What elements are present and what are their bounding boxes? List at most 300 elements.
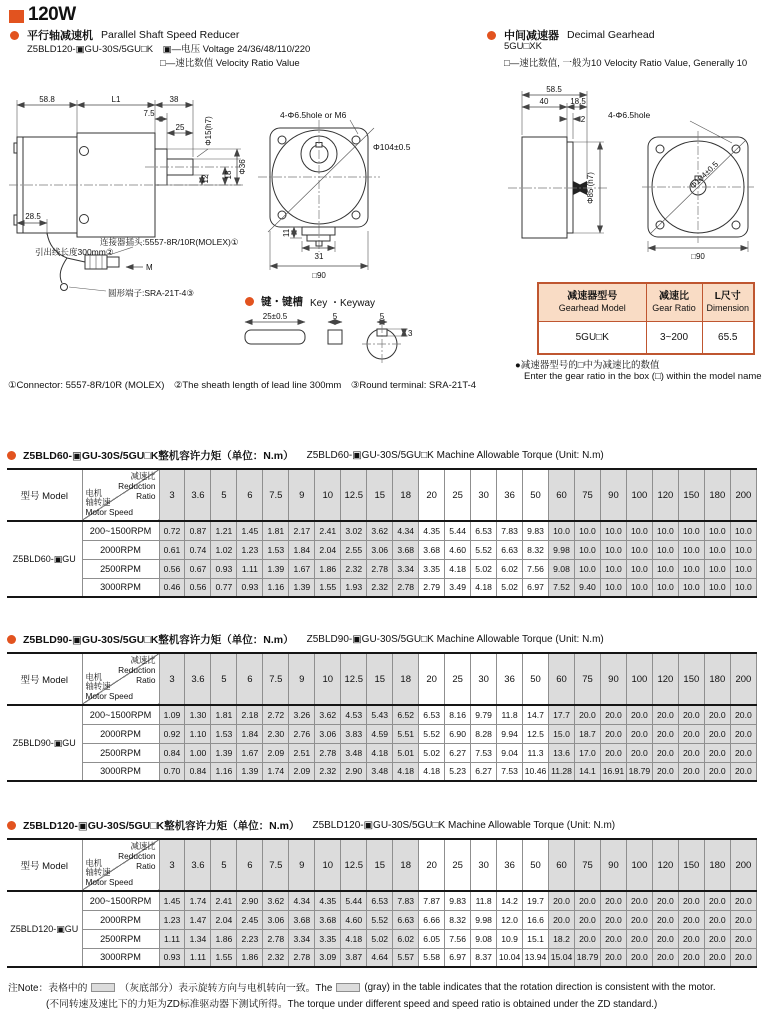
key-title-zh: 键・键槽 (261, 296, 303, 308)
ratio-header-cell: 30 (471, 653, 497, 705)
torque-value-cell: 1.39 (211, 743, 237, 762)
torque-value-cell: 2.18 (237, 705, 263, 724)
torque-value-cell: 20.0 (730, 724, 756, 743)
ratio-header-cell: 7.5 (263, 653, 289, 705)
torque-value-cell: 10.0 (704, 559, 730, 578)
torque-value-cell: 1.23 (237, 540, 263, 559)
torque-value-cell: 20.0 (730, 948, 756, 967)
torque-value-cell: 18.79 (626, 762, 652, 781)
torque-value-cell: 10.04 (497, 948, 523, 967)
ratio-header-cell: 200 (730, 839, 756, 891)
ratio-header-cell: 200 (730, 469, 756, 521)
torque-value-cell: 1.67 (237, 743, 263, 762)
torque-value-cell: 5.58 (419, 948, 445, 967)
torque-value-cell: 2.78 (315, 743, 341, 762)
torque-value-cell: 14.2 (497, 891, 523, 910)
torque-value-cell: 9.83 (523, 521, 549, 540)
torque-value-cell: 4.64 (367, 948, 393, 967)
torque-value-cell: 20.0 (730, 891, 756, 910)
torque-value-cell: 10.0 (600, 540, 626, 559)
torque-value-cell: 7.52 (549, 578, 575, 597)
side-view-drawing (5, 95, 250, 309)
torque-value-cell: 15.04 (549, 948, 575, 967)
torque-value-cell: 20.0 (652, 891, 678, 910)
torque-value-cell: 2.90 (341, 762, 367, 781)
dim-label: 40 (539, 97, 549, 106)
torque-value-cell: 4.18 (393, 762, 419, 781)
footer-note-line2: (不同转速及速比下的力矩为ZD标准驱动器下测试所得。The torque under different speed and speed ratio is obtained under the ZD standard.) (46, 999, 658, 1010)
torque-value-cell: 5.44 (341, 891, 367, 910)
ratio-header-cell: 25 (445, 469, 471, 521)
torque-value-cell: 20.0 (678, 762, 704, 781)
torque-value-cell: 3.34 (393, 559, 419, 578)
ratio-header-cell: 30 (471, 839, 497, 891)
torque-value-cell: 20.0 (626, 929, 652, 948)
torque-value-cell: 0.56 (185, 578, 211, 597)
torque-value-cell: 1.86 (237, 948, 263, 967)
torque-value-cell: 2.45 (237, 910, 263, 929)
torque-value-cell: 20.0 (704, 910, 730, 929)
torque-value-cell: 4.18 (367, 743, 393, 762)
torque-value-cell: 3.35 (315, 929, 341, 948)
model-column-header: 型号 Model (7, 839, 82, 891)
model-column-header: 型号 Model (7, 653, 82, 705)
torque-value-cell: 1.39 (263, 559, 289, 578)
torque-value-cell: 3.87 (341, 948, 367, 967)
torque-value-cell: 1.93 (341, 578, 367, 597)
torque-value-cell: 15.0 (549, 724, 575, 743)
ratio-header-cell: 180 (704, 839, 730, 891)
footer-text: (gray) in the table indicates that the rotation direction is consistent with the motor. (364, 981, 716, 993)
torque-value-cell: 4.35 (315, 891, 341, 910)
torque-value-cell: 20.0 (652, 929, 678, 948)
torque-value-cell: 9.79 (471, 705, 497, 724)
model-code: Z5BLD120-▣GU-30S/5GU□K (27, 44, 154, 55)
torque-value-cell: 3.68 (393, 540, 419, 559)
torque-value-cell: 3.83 (341, 724, 367, 743)
header-zh: 减速比 (659, 291, 689, 303)
dim-label: 58.5 (546, 85, 562, 94)
header-en: Gear Ratio (652, 302, 696, 313)
ratio-header-cell: 5 (211, 839, 237, 891)
torque-table-title (7, 632, 757, 646)
torque-value-cell: 20.0 (704, 705, 730, 724)
torque-value-cell: 10.9 (497, 929, 523, 948)
torque-value-cell: 11.28 (549, 762, 575, 781)
motor-direction-label: M (146, 263, 153, 272)
torque-value-cell: 5.02 (367, 929, 393, 948)
torque-value-cell: 5.02 (471, 559, 497, 578)
torque-value-cell: 20.0 (678, 705, 704, 724)
torque-value-cell: 1.55 (211, 948, 237, 967)
ratio-header-cell: 15 (367, 469, 393, 521)
torque-value-cell: 10.0 (575, 559, 601, 578)
torque-value-cell: 20.0 (600, 948, 626, 967)
ratio-header-cell: 75 (575, 469, 601, 521)
torque-value-cell: 0.84 (185, 762, 211, 781)
motor-speed-cell: 2500RPM (82, 743, 159, 762)
ratio-header-cell: 7.5 (263, 839, 289, 891)
torque-value-cell: 0.93 (211, 559, 237, 578)
torque-value-cell: 10.0 (575, 540, 601, 559)
torque-value-cell: 2.32 (341, 559, 367, 578)
header-en: Dimension (706, 302, 750, 313)
torque-value-cell: 3.48 (341, 743, 367, 762)
torque-value-cell: 2.79 (419, 578, 445, 597)
torque-value-cell: 0.72 (159, 521, 185, 540)
torque-value-cell: 20.0 (600, 724, 626, 743)
torque-value-cell: 1.53 (263, 540, 289, 559)
mounting-holes-label: 4-Φ6.5hole (608, 110, 651, 120)
torque-title-zh: Z5BLD60-▣GU-30S/5GU□K整机容许力矩（单位：N.m） (23, 449, 294, 462)
torque-value-cell: 7.56 (445, 929, 471, 948)
torque-value-cell: 17.0 (575, 743, 601, 762)
torque-value-cell: 2.72 (263, 705, 289, 724)
torque-value-cell: 20.0 (678, 948, 704, 967)
dim-label: 5 (332, 312, 338, 321)
torque-value-cell: 3.09 (315, 948, 341, 967)
torque-value-cell: 2.90 (237, 891, 263, 910)
torque-value-cell: 2.04 (211, 910, 237, 929)
ratio-speed-corner-cell (82, 653, 159, 705)
torque-value-cell: 20.0 (730, 929, 756, 948)
gearhead-model-code: 5GU□XK (504, 41, 542, 52)
corner-reduction-ratio: 减速比 Reduction Ratio (118, 471, 156, 501)
torque-value-cell: 3.62 (315, 705, 341, 724)
torque-value-cell: 0.77 (211, 578, 237, 597)
motor-speed-cell: 3000RPM (82, 762, 159, 781)
torque-value-cell: 3.68 (419, 540, 445, 559)
ratio-header-cell: 20 (419, 839, 445, 891)
header-zh: L尺寸 (714, 291, 741, 303)
torque-value-cell: 10.0 (549, 521, 575, 540)
torque-value-cell: 1.53 (211, 724, 237, 743)
torque-value-cell: 6.66 (419, 910, 445, 929)
torque-value-cell: 0.46 (159, 578, 185, 597)
torque-value-cell: 1.11 (237, 559, 263, 578)
torque-value-cell: 10.0 (730, 578, 756, 597)
ratio-header-cell: 60 (549, 469, 575, 521)
torque-value-cell: 20.0 (678, 891, 704, 910)
torque-value-cell: 10.0 (730, 521, 756, 540)
ratio-header-cell: 10 (315, 839, 341, 891)
torque-value-cell: 1.84 (237, 724, 263, 743)
header-en: Gearhead Model (558, 302, 626, 313)
connector-callout: 连接器插头:5557-8R/10R(MOLEX)① (100, 237, 239, 247)
ratio-header-cell: 7.5 (263, 469, 289, 521)
motor-speed-cell: 3000RPM (82, 578, 159, 597)
ratio-header-cell: 90 (600, 839, 626, 891)
torque-value-cell: 0.70 (159, 762, 185, 781)
torque-value-cell: 4.18 (471, 578, 497, 597)
torque-value-cell: 7.83 (393, 891, 419, 910)
torque-value-cell: 6.27 (471, 762, 497, 781)
torque-value-cell: 0.93 (159, 948, 185, 967)
motor-speed-cell: 2000RPM (82, 724, 159, 743)
torque-value-cell: 10.46 (523, 762, 549, 781)
torque-value-cell: 20.0 (652, 910, 678, 929)
torque-value-cell: 2.30 (263, 724, 289, 743)
ratio-header-cell: 5 (211, 469, 237, 521)
torque-value-cell: 2.41 (315, 521, 341, 540)
ratio-header-cell: 100 (626, 839, 652, 891)
ratio-header-cell: 3 (159, 653, 185, 705)
torque-value-cell: 2.17 (289, 521, 315, 540)
torque-table-section-120w (7, 818, 757, 968)
motor-speed-cell: 2500RPM (82, 559, 159, 578)
ratio-header-cell: 36 (497, 653, 523, 705)
torque-value-cell: 5.44 (445, 521, 471, 540)
ratio-header-cell: 75 (575, 839, 601, 891)
dimension-header (702, 283, 754, 321)
torque-value-cell: 11.8 (471, 891, 497, 910)
ratio-speed-corner-cell (82, 469, 159, 521)
torque-value-cell: 20.0 (704, 762, 730, 781)
torque-table (7, 838, 757, 968)
torque-value-cell: 10.0 (652, 559, 678, 578)
torque-value-cell: 20.0 (600, 929, 626, 948)
torque-value-cell: 20.0 (600, 743, 626, 762)
ratio-header-cell: 180 (704, 653, 730, 705)
torque-value-cell: 13.6 (549, 743, 575, 762)
torque-value-cell: 20.0 (652, 762, 678, 781)
torque-value-cell: 5.01 (393, 743, 419, 762)
dim-label: 18 (224, 170, 233, 180)
mounting-holes-label: 4-Φ6.5hole or M6 (280, 110, 347, 120)
torque-value-cell: 9.08 (549, 559, 575, 578)
torque-value-cell: 15.1 (523, 929, 549, 948)
ratio-header-cell: 75 (575, 653, 601, 705)
torque-value-cell: 11.8 (497, 705, 523, 724)
torque-value-cell: 20.0 (626, 705, 652, 724)
dim-label: 18.5 (570, 97, 586, 106)
lead-wire-callout: 引出线长度300mm② (35, 247, 114, 257)
footer-note-line1 (8, 980, 716, 994)
torque-value-cell: 1.30 (185, 705, 211, 724)
torque-value-cell: 2.78 (393, 578, 419, 597)
torque-value-cell: 5.02 (419, 743, 445, 762)
torque-value-cell: 5.23 (445, 762, 471, 781)
torque-value-cell: 2.76 (289, 724, 315, 743)
torque-value-cell: 9.83 (445, 891, 471, 910)
ratio-header-cell: 6 (237, 839, 263, 891)
torque-value-cell: 20.0 (678, 929, 704, 948)
torque-value-cell: 6.53 (471, 521, 497, 540)
torque-value-cell: 10.0 (626, 559, 652, 578)
torque-value-cell: 1.23 (159, 910, 185, 929)
gray-cell-sample-icon (336, 983, 360, 992)
torque-value-cell: 1.00 (185, 743, 211, 762)
torque-value-cell: 20.0 (626, 891, 652, 910)
ratio-header-cell: 3.6 (185, 469, 211, 521)
torque-table-section-60w (7, 448, 757, 598)
torque-value-cell: 13.94 (523, 948, 549, 967)
torque-value-cell: 10.0 (600, 578, 626, 597)
torque-value-cell: 6.90 (445, 724, 471, 743)
torque-value-cell: 0.93 (237, 578, 263, 597)
ratio-header-cell: 12.5 (341, 839, 367, 891)
torque-value-cell: 0.87 (185, 521, 211, 540)
torque-value-cell: 2.51 (289, 743, 315, 762)
dim-label: □90 (691, 252, 705, 261)
torque-value-cell: 20.0 (549, 891, 575, 910)
decimal-gearhead-drawing (500, 85, 763, 280)
torque-value-cell: 20.0 (575, 891, 601, 910)
torque-value-cell: 10.0 (678, 540, 704, 559)
section-title-en: Parallel Shaft Speed Reducer (101, 29, 240, 41)
torque-value-cell: 1.86 (211, 929, 237, 948)
torque-value-cell: 10.0 (652, 578, 678, 597)
torque-value-cell: 20.0 (575, 910, 601, 929)
model-cell: Z5BLD90-▣GU (7, 705, 82, 781)
torque-value-cell: 12.0 (497, 910, 523, 929)
torque-table (7, 468, 757, 598)
torque-value-cell: 1.21 (211, 521, 237, 540)
dim-label: Φ36 (238, 159, 247, 175)
ratio-header-cell: 18 (393, 653, 419, 705)
torque-value-cell: 3.26 (289, 705, 315, 724)
ratio-header-cell: 25 (445, 653, 471, 705)
torque-value-cell: 2.32 (367, 578, 393, 597)
torque-value-cell: 9.08 (471, 929, 497, 948)
torque-value-cell: 3.62 (263, 891, 289, 910)
torque-value-cell: 10.0 (678, 521, 704, 540)
dim-label: 3 (408, 329, 413, 338)
torque-value-cell: 6.53 (367, 891, 393, 910)
gray-cell-sample-icon (91, 983, 115, 992)
ratio-header-cell: 100 (626, 469, 652, 521)
torque-value-cell: 20.0 (678, 910, 704, 929)
dim-label: 31 (314, 252, 324, 261)
ratio-header-cell: 6 (237, 653, 263, 705)
torque-value-cell: 1.74 (185, 891, 211, 910)
torque-value-cell: 18.79 (575, 948, 601, 967)
gear-ratio-value: 3~200 (646, 321, 702, 354)
ratio-header-cell: 18 (393, 839, 419, 891)
torque-value-cell: 1.86 (315, 559, 341, 578)
torque-value-cell: 16.91 (600, 762, 626, 781)
torque-value-cell: 4.53 (341, 705, 367, 724)
torque-value-cell: 6.63 (497, 540, 523, 559)
torque-value-cell: 3.68 (315, 910, 341, 929)
torque-title-en: Z5BLD60-▣GU-30S/5GU□K Machine Allowable Torque (Unit: N.m) (306, 449, 604, 461)
ratio-header-cell: 18 (393, 469, 419, 521)
torque-value-cell: 3.49 (445, 578, 471, 597)
ratio-header-cell: 36 (497, 839, 523, 891)
torque-value-cell: 10.0 (678, 578, 704, 597)
ratio-header-cell: 3.6 (185, 839, 211, 891)
gearhead-model-header (538, 283, 646, 321)
torque-value-cell: 20.0 (600, 910, 626, 929)
torque-table-section-90w (7, 632, 757, 782)
motor-speed-cell: 3000RPM (82, 948, 159, 967)
ratio-speed-corner-cell (82, 839, 159, 891)
torque-value-cell: 1.45 (159, 891, 185, 910)
torque-value-cell: 20.0 (652, 724, 678, 743)
torque-value-cell: 10.0 (600, 559, 626, 578)
ratio-header-cell: 100 (626, 653, 652, 705)
corner-motor-speed: 电机 轴转速 Motor Speed (85, 671, 134, 702)
torque-value-cell: 10.0 (678, 559, 704, 578)
dim-label: 2 (580, 115, 586, 124)
bolt-circle-label: Φ104±0.5 (373, 142, 411, 152)
torque-value-cell: 18.2 (549, 929, 575, 948)
ratio-header-cell: 3.6 (185, 653, 211, 705)
torque-value-cell: 19.7 (523, 891, 549, 910)
gearhead-ratio-legend: □—速比数值, 一般为10 Velocity Ratio Value, Generally 10 (504, 58, 748, 69)
torque-value-cell: 1.16 (263, 578, 289, 597)
torque-value-cell: 10.0 (704, 578, 730, 597)
torque-value-cell: 5.57 (393, 948, 419, 967)
section-title-zh: 平行轴减速机 (27, 30, 93, 42)
torque-value-cell: 20.0 (704, 948, 730, 967)
ratio-header-cell: 90 (600, 469, 626, 521)
ratio-header-cell: 150 (678, 653, 704, 705)
torque-value-cell: 0.74 (185, 540, 211, 559)
model-cell: Z5BLD120-▣GU (7, 891, 82, 967)
torque-value-cell: 6.27 (445, 743, 471, 762)
torque-value-cell: 0.84 (159, 743, 185, 762)
torque-value-cell: 10.0 (704, 521, 730, 540)
gearhead-note-en: Enter the gear ratio in the box (□) within the model name (524, 371, 762, 382)
torque-table-title (7, 448, 757, 462)
torque-value-cell: 9.98 (549, 540, 575, 559)
torque-value-cell: 20.0 (600, 705, 626, 724)
ratio-header-cell: 200 (730, 653, 756, 705)
torque-value-cell: 5.52 (367, 910, 393, 929)
torque-value-cell: 8.32 (445, 910, 471, 929)
dim-label: 5 (379, 312, 385, 321)
torque-value-cell: 10.0 (652, 540, 678, 559)
torque-value-cell: 1.02 (211, 540, 237, 559)
torque-value-cell: 3.06 (315, 724, 341, 743)
torque-value-cell: 16.6 (523, 910, 549, 929)
torque-value-cell: 10.0 (652, 521, 678, 540)
dim-label: □90 (312, 271, 326, 280)
torque-value-cell: 20.0 (626, 724, 652, 743)
torque-value-cell: 10.0 (730, 559, 756, 578)
torque-value-cell: 2.04 (315, 540, 341, 559)
torque-value-cell: 20.0 (730, 743, 756, 762)
torque-value-cell: 6.52 (393, 705, 419, 724)
dim-label: 58.8 (39, 95, 55, 104)
torque-value-cell: 3.02 (341, 521, 367, 540)
torque-title-en: Z5BLD90-▣GU-30S/5GU□K Machine Allowable Torque (Unit: N.m) (306, 633, 604, 645)
corner-motor-speed: 电机 轴转速 Motor Speed (85, 487, 134, 518)
torque-value-cell: 5.52 (471, 540, 497, 559)
round-terminal-callout: 圆形端子:SRA-21T-4③ (108, 288, 195, 298)
motor-speed-cell: 200~1500RPM (82, 705, 159, 724)
torque-value-cell: 1.67 (289, 559, 315, 578)
torque-value-cell: 4.18 (445, 559, 471, 578)
voltage-legend: ▣—电压 Voltage 24/36/48/110/220 (162, 44, 311, 55)
section-title-en: Decimal Gearhead (567, 29, 655, 41)
torque-value-cell: 4.60 (445, 540, 471, 559)
ratio-header-cell: 60 (549, 653, 575, 705)
motor-speed-cell: 2500RPM (82, 929, 159, 948)
torque-value-cell: 1.11 (185, 948, 211, 967)
torque-value-cell: 3.34 (289, 929, 315, 948)
torque-value-cell: 20.0 (704, 929, 730, 948)
torque-value-cell: 20.0 (575, 705, 601, 724)
torque-value-cell: 4.34 (289, 891, 315, 910)
gearhead-spec-table (537, 282, 755, 355)
torque-value-cell: 1.84 (289, 540, 315, 559)
torque-value-cell: 7.83 (497, 521, 523, 540)
torque-value-cell: 3.06 (367, 540, 393, 559)
torque-value-cell: 20.0 (652, 948, 678, 967)
torque-value-cell: 2.09 (289, 762, 315, 781)
